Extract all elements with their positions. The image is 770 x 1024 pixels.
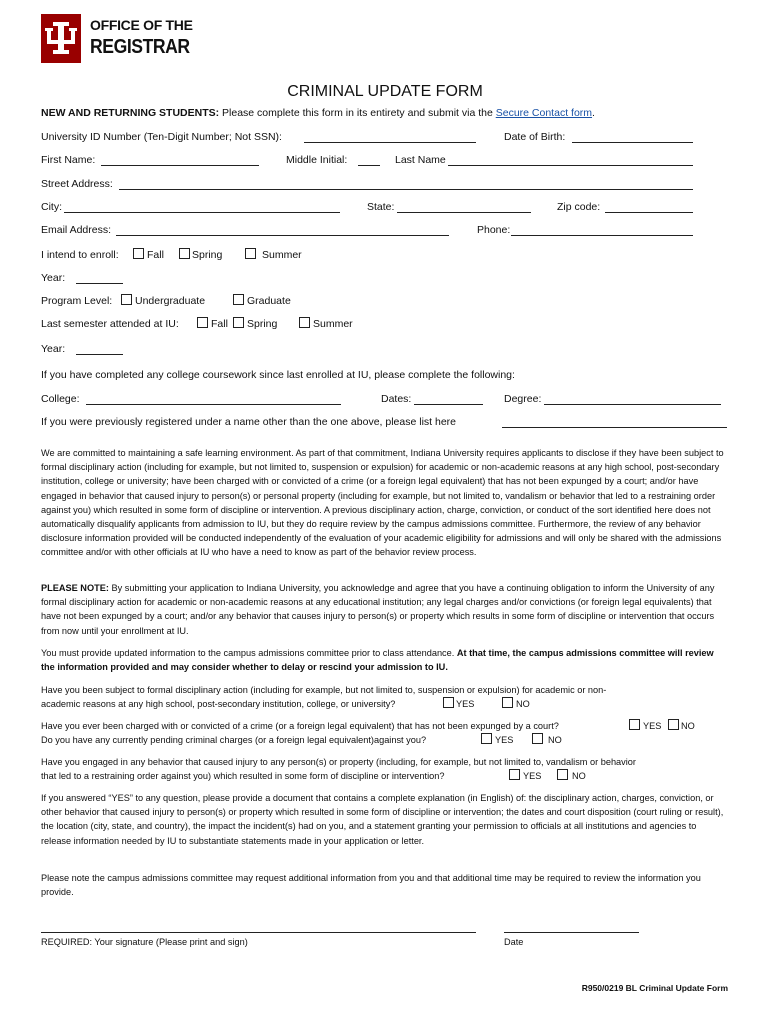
city-label: City: — [41, 201, 62, 213]
graduate-checkbox[interactable] — [233, 294, 244, 305]
iu-logo — [41, 14, 81, 63]
q1-yes-label: YES — [456, 699, 475, 709]
q1-yes-checkbox[interactable] — [443, 697, 454, 708]
please-note-bold: PLEASE NOTE: — [41, 583, 109, 593]
please-note-text: By submitting your application to Indiana University, you acknowledge and agree that you have a continuing obligation to inform the University of any formal disciplinary action for academic or non-academic reasons at any educational institution; any legal charges and/or convictions (or foreign legal equivalents) that have not been expunged by a court; and/or any behavior that causes injury to person(s) or property which results in some form of discipline or intervention that occurs from now until your enrollment at IU. — [41, 583, 715, 636]
zip-label: Zip code: — [557, 201, 601, 213]
previous-name-field[interactable] — [502, 427, 727, 428]
street-label: Street Address: — [41, 178, 113, 190]
dob-label: Date of Birth: — [504, 131, 566, 143]
email-field[interactable] — [116, 235, 449, 236]
enroll-fall-checkbox[interactable] — [133, 248, 144, 259]
update-text: You must provide updated information to the campus admissions committee prior to class attendance. — [41, 648, 457, 658]
secure-contact-link[interactable]: Secure Contact form — [495, 107, 593, 119]
street-field[interactable] — [119, 189, 693, 190]
update-bold: At that time, the campus admissions committee will review the information provided and may consider whether to delay or rescind your admission to IU. — [41, 648, 714, 673]
q2-yes-label: YES — [643, 721, 662, 731]
last-fall-label: Fall — [211, 318, 228, 330]
zip-field[interactable] — [605, 212, 693, 213]
last-name-label: Last Name — [395, 154, 446, 166]
dates-field[interactable] — [414, 404, 483, 405]
state-label: State: — [367, 201, 395, 213]
intend-enroll-label: I intend to enroll: — [41, 249, 119, 261]
q4-line-1: Have you engaged in any behavior that caused injury to any person(s) or property (including, for example, but not limited to, vandalism or behavior — [41, 757, 636, 767]
intro-end: . — [592, 107, 595, 119]
college-field[interactable] — [86, 404, 341, 405]
dob-field[interactable] — [572, 142, 693, 143]
q2-no-checkbox[interactable] — [668, 719, 679, 730]
please-note-paragraph — [41, 581, 727, 638]
intro-line — [41, 107, 595, 120]
form-footer: R950/0219 BL Criminal Update Form — [581, 983, 728, 993]
q3-no-label: NO — [548, 735, 562, 745]
enroll-spring-label: Spring — [192, 249, 223, 261]
last-year-field[interactable] — [76, 354, 123, 355]
middle-initial-field[interactable] — [358, 165, 380, 166]
first-name-field[interactable] — [101, 165, 259, 166]
program-level-label: Program Level: — [41, 295, 113, 307]
commitment-paragraph: We are committed to maintaining a safe learning environment. As part of that commitment, Indiana University requires applicants to disclose if they have been subject to formal disciplinary action (including for example, but not limited to, suspension or expulsion) for academic or non-academic reasons at any high school, post-secondary institution, college or university; have been charged with or convicted of a crime (or a foreign legal equivalent) that has not been expunged by a court; and/or have engaged in behavior that caused injury to person(s) or personal property (including for example, but not limited to, vandalism or behavior that led to a restraining order against you) which resulted in some form of discipline or intervention. A previous disciplinary action, charge, conviction, or conduct of the sort identified here does not automatically disqualify applicants from admission to IU, but they do require review by the campus admissions committee. Furthermore, the review of any behavior disclosure information provided will be conducted independently of the evaluation of your academic eligibility for admissions and will only be shared with the admissions committee and/or with other officials at IU who have a need to know as part of the behavior review process. — [41, 448, 724, 558]
last-fall-checkbox[interactable] — [197, 317, 208, 328]
enroll-summer-checkbox[interactable] — [245, 248, 256, 259]
undergraduate-label: Undergraduate — [135, 295, 206, 307]
state-field[interactable] — [397, 212, 531, 213]
q4-no-checkbox[interactable] — [557, 769, 568, 780]
q1-line-1: Have you been subject to formal disciplinary action (including for example, but not limited to, suspension or expulsion) for academic or non- — [41, 685, 607, 695]
previous-name-prompt: If you were previously registered under a name other than the one above, please list here — [41, 416, 457, 428]
q2-no-label: NO — [681, 721, 695, 731]
q1-line-2: academic reasons at any high school, post-secondary institution, college, or university? — [41, 699, 396, 709]
graduate-label: Graduate — [247, 295, 291, 307]
degree-label: Degree: — [504, 393, 542, 405]
phone-label: Phone: — [477, 224, 511, 236]
last-semester-label: Last semester attended at IU: — [41, 318, 179, 330]
q3-no-checkbox[interactable] — [532, 733, 543, 744]
last-spring-label: Spring — [247, 318, 278, 330]
q3-text: Do you have any currently pending criminal charges (or a foreign legal equivalent)against you? — [41, 735, 427, 745]
coursework-prompt: If you have completed any college coursework since last enrolled at IU, please complete the following: — [41, 369, 515, 381]
additional-info-paragraph: Please note the campus admissions committee may request additional information from you and that additional time may be required to review the information you provide. — [41, 873, 701, 898]
degree-field[interactable] — [544, 404, 721, 405]
q1-no-checkbox[interactable] — [502, 697, 513, 708]
enroll-summer-label: Summer — [262, 249, 302, 261]
enroll-year-field[interactable] — [76, 283, 123, 284]
last-spring-checkbox[interactable] — [233, 317, 244, 328]
explanation-paragraph: If you answered “YES” to any question, please provide a document that contains a complete explanation (in English) of: the disciplinary action, charges, conviction, or other behavior that caused injury to person(s) or property which resulted in some form of discipline or intervention; the dates and court disposition (court ruling or result), the location (city, state, and country), the impact the incident(s) had on you, and a statement granting your permission to officials at all institutions and agencies to release information needed by IU to substantiate statements made in your application or letter. — [41, 793, 724, 846]
intro-bold: NEW AND RETURNING STUDENTS: — [41, 107, 220, 119]
middle-initial-label: Middle Initial: — [286, 154, 348, 166]
update-paragraph — [41, 646, 727, 674]
email-label: Email Address: — [41, 224, 112, 236]
q2-yes-checkbox[interactable] — [629, 719, 640, 730]
first-name-label: First Name: — [41, 154, 96, 166]
last-year-label: Year: — [41, 343, 66, 355]
q1-no-label: NO — [516, 699, 530, 709]
date-label: Date — [504, 937, 524, 947]
college-label: College: — [41, 393, 80, 405]
q3-yes-checkbox[interactable] — [481, 733, 492, 744]
enroll-spring-checkbox[interactable] — [179, 248, 190, 259]
intro-text: Please complete this form in its entirety and submit via the — [219, 107, 496, 119]
q2-text: Have you ever been charged with or convicted of a crime (or a foreign legal equivalent) that has not been expunged by a court? — [41, 721, 559, 731]
q4-line-2: that led to a restraining order against you) which resulted in some form of discipline or intervention? — [41, 771, 445, 781]
logo-line-2: REGISTRAR — [90, 36, 190, 58]
page-title: CRIMINAL UPDATE FORM — [287, 83, 483, 100]
iu-trident-icon — [41, 14, 81, 63]
enroll-year-label: Year: — [41, 272, 66, 284]
q3-yes-label: YES — [495, 735, 514, 745]
university-id-label: University ID Number (Ten-Digit Number; Not SSN): — [41, 131, 282, 143]
q4-no-label: NO — [572, 771, 586, 781]
q4-yes-label: YES — [523, 771, 542, 781]
signature-field[interactable] — [41, 932, 476, 933]
q4-yes-checkbox[interactable] — [509, 769, 520, 780]
enroll-fall-label: Fall — [147, 249, 164, 261]
date-field[interactable] — [504, 932, 639, 933]
dates-label: Dates: — [381, 393, 412, 405]
last-name-field[interactable] — [448, 165, 693, 166]
phone-field[interactable] — [511, 235, 693, 236]
last-summer-checkbox[interactable] — [299, 317, 310, 328]
undergraduate-checkbox[interactable] — [121, 294, 132, 305]
university-id-field[interactable] — [304, 142, 476, 143]
city-field[interactable] — [64, 212, 340, 213]
logo-line-1: OFFICE OF THE — [90, 17, 193, 33]
signature-label: REQUIRED: Your signature (Please print and sign) — [41, 937, 248, 947]
last-summer-label: Summer — [313, 318, 353, 330]
